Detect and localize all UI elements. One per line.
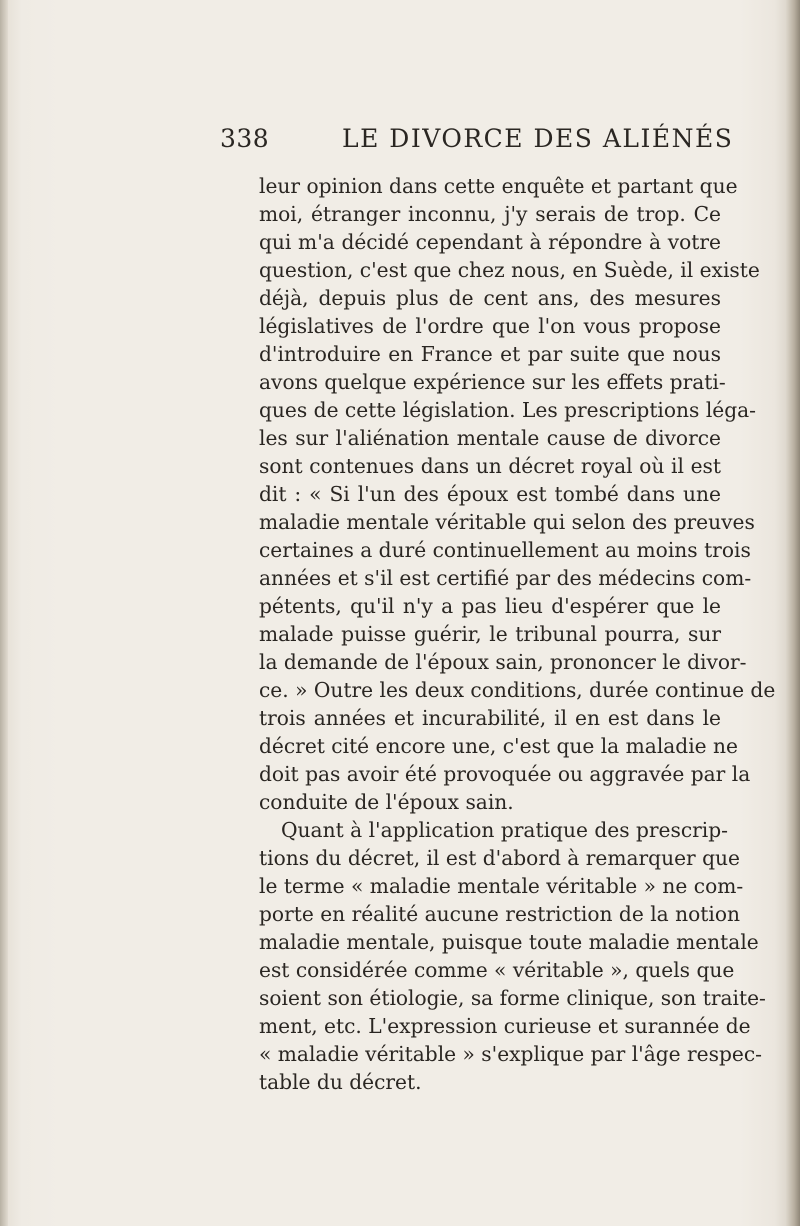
- text-line: dit : « Si l'un des époux est tombé dans une: [259, 482, 721, 506]
- text-line: sont contenues dans un décret royal où il est: [259, 454, 721, 478]
- text-line: leur opinion dans cette enquête et partant que: [259, 174, 738, 198]
- text-line: la demande de l'époux sain, prononcer le divor-: [259, 650, 747, 674]
- text-line: maladie mentale véritable qui selon des preuves: [259, 510, 755, 534]
- text-line: pétents, qu'il n'y a pas lieu d'espérer que le: [259, 594, 721, 618]
- text-line: soient son étiologie, sa forme clinique, son traite-: [259, 986, 766, 1010]
- text-line: ques de cette législation. Les prescriptions léga-: [259, 398, 756, 422]
- text-line: ce. » Outre les deux conditions, durée continue de: [259, 678, 776, 702]
- text-line: avons quelque expérience sur les effets prati-: [259, 370, 726, 394]
- text-line: législatives de l'ordre que l'on vous propose: [259, 314, 721, 338]
- body-text: [259, 172, 776, 1096]
- text-line: déjà, depuis plus de cent ans, des mesures: [259, 286, 721, 310]
- text-line: porte en réalité aucune restriction de la notion: [259, 902, 741, 926]
- text-line: doit pas avoir été provoquée ou aggravée par la: [259, 762, 751, 786]
- text-line: est considérée comme « véritable », quels que: [259, 958, 735, 982]
- text-line: table du décret.: [259, 1070, 422, 1094]
- text-line: décret cité encore une, c'est que la maladie ne: [259, 734, 738, 758]
- text-line: tions du décret, il est d'abord à remarquer que: [259, 846, 740, 870]
- text-line: le terme « maladie mentale véritable » ne com-: [259, 874, 744, 898]
- text-line: conduite de l'époux sain.: [259, 790, 514, 814]
- page-left-edge: [0, 0, 8, 1226]
- page-right-edge: [786, 0, 800, 1226]
- text-line: question, c'est que chez nous, en Suède, il existe: [259, 258, 760, 282]
- text-line: certaines a duré continuellement au moins trois: [259, 538, 751, 562]
- text-line: « maladie véritable » s'explique par l'âge respec-: [259, 1042, 762, 1066]
- text-line: ment, etc. L'expression curieuse et surannée de: [259, 1014, 751, 1038]
- text-line: moi, étranger inconnu, j'y serais de trop. Ce: [259, 202, 721, 226]
- text-line: Quant à l'application pratique des prescrip-: [281, 818, 729, 842]
- text-line: trois années et incurabilité, il en est dans le: [259, 706, 721, 730]
- text-line: qui m'a décidé cependant à répondre à votre: [259, 230, 721, 254]
- text-line: années et s'il est certifié par des médecins com-: [259, 566, 752, 590]
- text-line: maladie mentale, puisque toute maladie mentale: [259, 930, 759, 954]
- text-line: les sur l'aliénation mentale cause de divorce: [259, 426, 721, 450]
- running-head: [220, 124, 734, 158]
- page-number: 338: [220, 124, 270, 153]
- text-line: malade puisse guérir, le tribunal pourra, sur: [259, 622, 721, 646]
- text-line: d'introduire en France et par suite que nous: [259, 342, 721, 366]
- running-title: LE DIVORCE DES ALIÉNÉS: [342, 124, 734, 153]
